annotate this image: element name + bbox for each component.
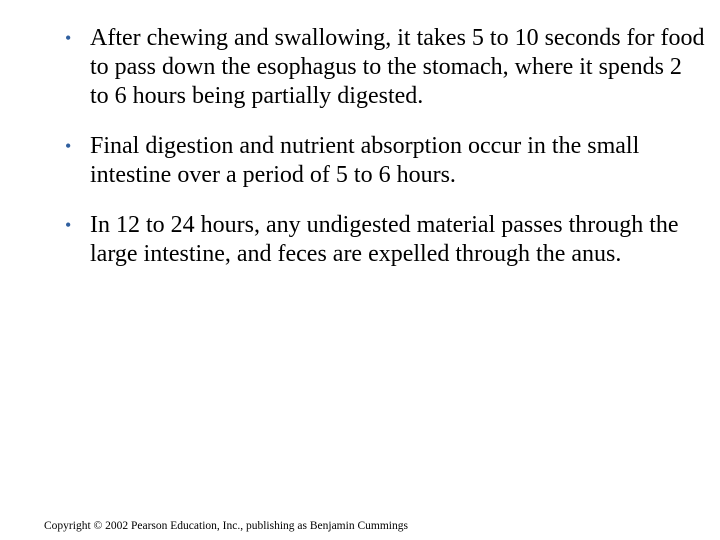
copyright-notice: Copyright © 2002 Pearson Education, Inc., publishing as Benjamin Cummings (44, 520, 408, 532)
bullet-icon: • (65, 215, 72, 235)
bullet-text: In 12 to 24 hours, any undigested material passes through the large intestine, and feces are expelled through the anus. (90, 212, 679, 267)
bullet-list (65, 24, 705, 290)
bullet-icon: • (65, 28, 72, 48)
bullet-item (65, 24, 705, 111)
bullet-icon: • (65, 136, 72, 156)
bullet-text: Final digestion and nutrient absorption occur in the small intestine over a period of 5 to 6 hours. (90, 133, 640, 188)
bullet-text: After chewing and swallowing, it takes 5 to 10 seconds for food to pass down the esophagus to the stomach, where it spends 2 to 6 hours being partially digested. (90, 25, 705, 109)
bullet-item (65, 132, 705, 190)
bullet-item (65, 211, 705, 269)
